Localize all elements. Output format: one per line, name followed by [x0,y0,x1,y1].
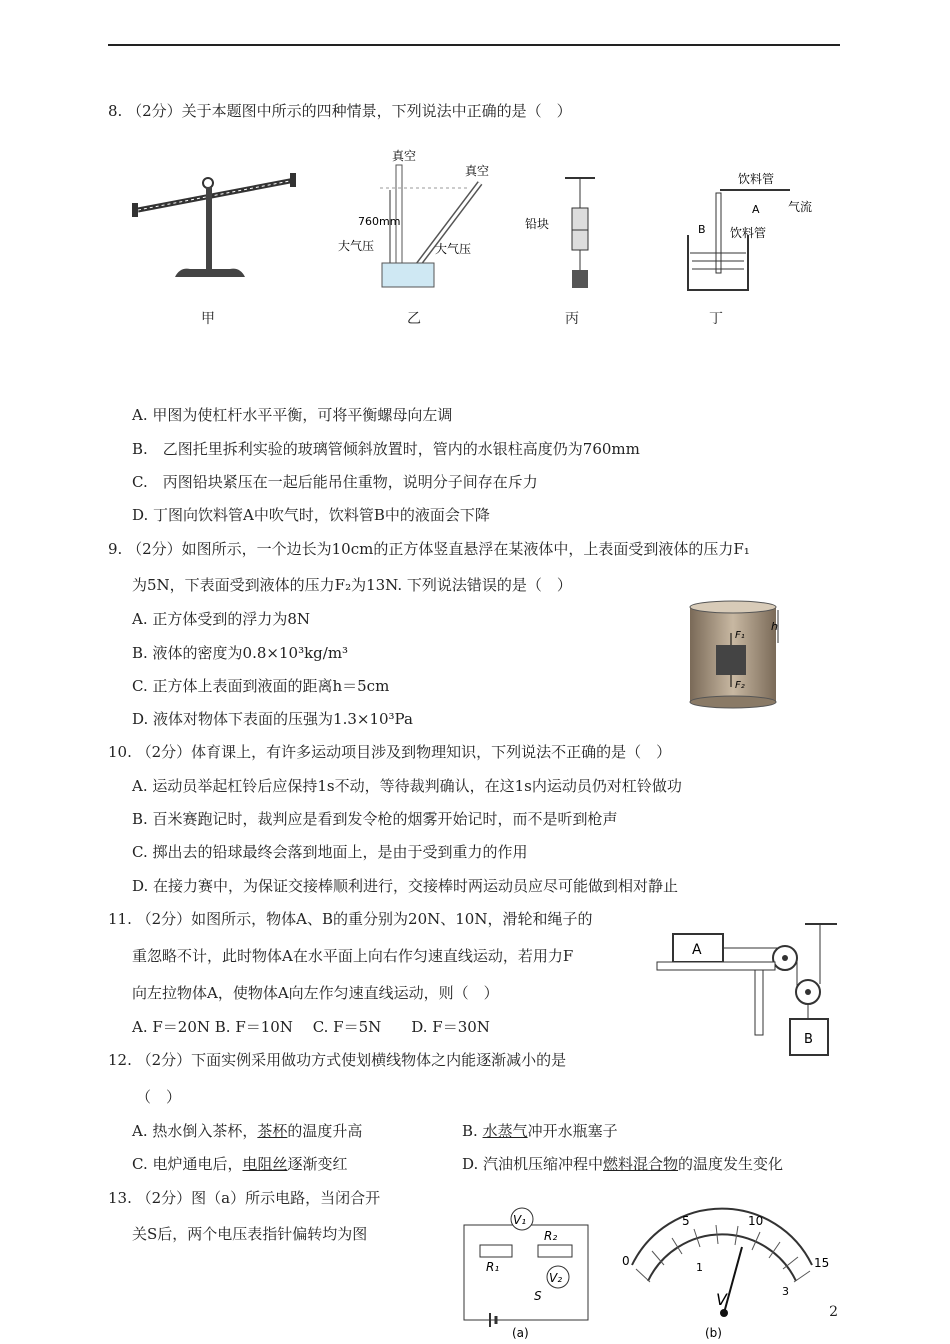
q13-caption-b: (b) [705,1326,722,1340]
q13-tick-0: 0 [622,1254,630,1268]
ding-b: B [698,223,706,236]
q9-figure [688,585,788,710]
q10-option-c: C. 掷出去的铅球最终会落到地面上，是由于受到重力的作用 [132,843,528,861]
q12-stem-line1: 12. （2分）下面实例采用做功方式使划横线物体之内能逐渐减小的是 [108,1051,567,1069]
q13-v-label: V [716,1290,727,1309]
q9-f2: F₂ [735,680,745,691]
q8-figure-ding [680,165,830,295]
q8-option-b: B. 乙图托里拆利实验的玻璃管倾斜放置时，管内的水银柱高度仍为760mm [132,440,640,458]
q13-tick-15: 15 [814,1256,830,1270]
q13-r2: R₂ [544,1229,558,1243]
q10-option-b: B. 百米赛跑记时，裁判应是看到发令枪的烟雾开始记时，而不是听到枪声 [132,810,618,828]
q13-caption-a: (a) [512,1326,529,1340]
q10-option-d: D. 在接力赛中，为保证交接棒顺利进行，交接棒时两运动员应尽可能做到相对静止 [132,877,679,895]
q13-v1: V₁ [513,1213,527,1227]
q12-option-a: A. 热水倒入茶杯，茶杯的温度升高 [132,1122,363,1140]
q13-stem-line1: 13. （2分）图（a）所示电路，当闭合开 [108,1189,381,1207]
q13-tick-small-3: 3 [782,1285,789,1298]
q8-caption-bing: 丙 [565,311,579,327]
q9-option-b: B. 液体的密度为0.8×10³kg/m³ [132,644,349,662]
yi-height: 760mm [358,215,401,228]
q13-v2: V₂ [549,1271,563,1285]
q8-caption-jia: 甲 [201,311,215,327]
q13-tick-10: 10 [748,1214,764,1228]
q8-option-d: D. 丁图向饮料管A中吹气时，饮料管B中的液面会下降 [132,506,490,524]
q13-stem-line2: 关S后，两个电压表指针偏转均为图 [132,1225,368,1243]
q12-option-b-underlined: 水蒸气 [482,1122,528,1140]
q8-figure-bing [520,170,630,300]
q8-option-a: A. 甲图为使杠杆水平平衡，可将平衡螺母向左调 [132,406,453,424]
yi-vacuum2: 真空 [465,164,490,178]
q9-h: h [771,620,778,633]
bing-block: 铅块 [525,217,550,231]
q11-stem-line1: 11. （2分）如图所示，物体A、B的重分别为20N、10N，滑轮和绳子的 [108,910,593,928]
q10-option-a: A. 运动员举起杠铃后应保持1s不动，等待裁判确认，在这1s内运动员仍对杠铃做功 [132,777,682,795]
q9-f1: F₁ [735,630,745,641]
q9-stem-line1: 9. （2分）如图所示，一个边长为10cm的正方体竖直悬浮在某液体中，上表面受到液体的压力F₁ [108,540,750,558]
q8-figure-yi [330,145,500,295]
q13-tick-5: 5 [682,1214,690,1228]
q11-stem-line2: 重忽略不计，此时物体A在水平面上向右作匀速直线运动，若用力F [132,947,574,965]
q13-figure-a [458,1205,598,1340]
q8-figure-jia [130,165,305,295]
ding-a: A [752,203,760,216]
q11-stem-line3: 向左拉物体A，使物体A向左作匀速直线运动，则（ ） [132,984,499,1002]
q12-option-d-underlined: 燃料混合物 [603,1155,679,1173]
q11-figure [655,922,840,1057]
q9-stem-line2: 为5N，下表面受到液体的压力F₂为13N. 下列说法错误的是（ ） [132,576,572,594]
ding-air: 气流 [788,200,813,214]
q12-option-b: B. 水蒸气冲开水瓶塞子 [462,1122,618,1140]
q10-stem: 10. （2分）体育课上，有许多运动项目涉及到物理知识，下列说法不正确的是（ ） [108,743,672,761]
q13-s: S [534,1289,542,1303]
page-number: 2 [829,1304,838,1320]
q11-label-a: A [692,942,702,958]
q11-label-b: B [804,1032,813,1047]
q13-figure-b [612,1205,834,1340]
yi-atm1: 大气压 [338,239,375,253]
q9-option-a: A. 正方体受到的浮力为8N [132,610,311,628]
q12-option-a-underlined: 茶杯 [257,1122,288,1140]
q13-r1: R₁ [486,1260,500,1274]
q8-option-c: C. 丙图铅块紧压在一起后能吊住重物，说明分子间存在斥力 [132,473,538,491]
ding-tube2: 饮料管 [730,226,767,240]
yi-vacuum1: 真空 [392,149,417,163]
q8-caption-ding: 丁 [709,311,723,327]
q8-caption-yi: 乙 [407,311,421,327]
header-rule [108,44,840,46]
q9-option-c: C. 正方体上表面到液面的距离h＝5cm [132,677,390,695]
q9-option-d: D. 液体对物体下表面的压强为1.3×10³Pa [132,710,413,728]
q12-option-c-underlined: 电阻丝 [242,1155,288,1173]
q12-option-d: D. 汽油机压缩冲程中燃料混合物的温度发生变化 [462,1155,784,1173]
yi-atm2: 大气压 [435,242,472,256]
q11-options: A. F＝20N B. F＝10N C. F＝5N D. F＝30N [132,1018,490,1036]
q12-option-c: C. 电炉通电后，电阻丝逐渐变红 [132,1155,348,1173]
q13-tick-small-1: 1 [696,1261,703,1274]
ding-tube1: 饮料管 [738,172,775,186]
q8-stem: 8. （2分）关于本题图中所示的四种情景，下列说法中正确的是（ ） [108,102,572,120]
q12-stem-line2: （ ） [136,1088,182,1106]
